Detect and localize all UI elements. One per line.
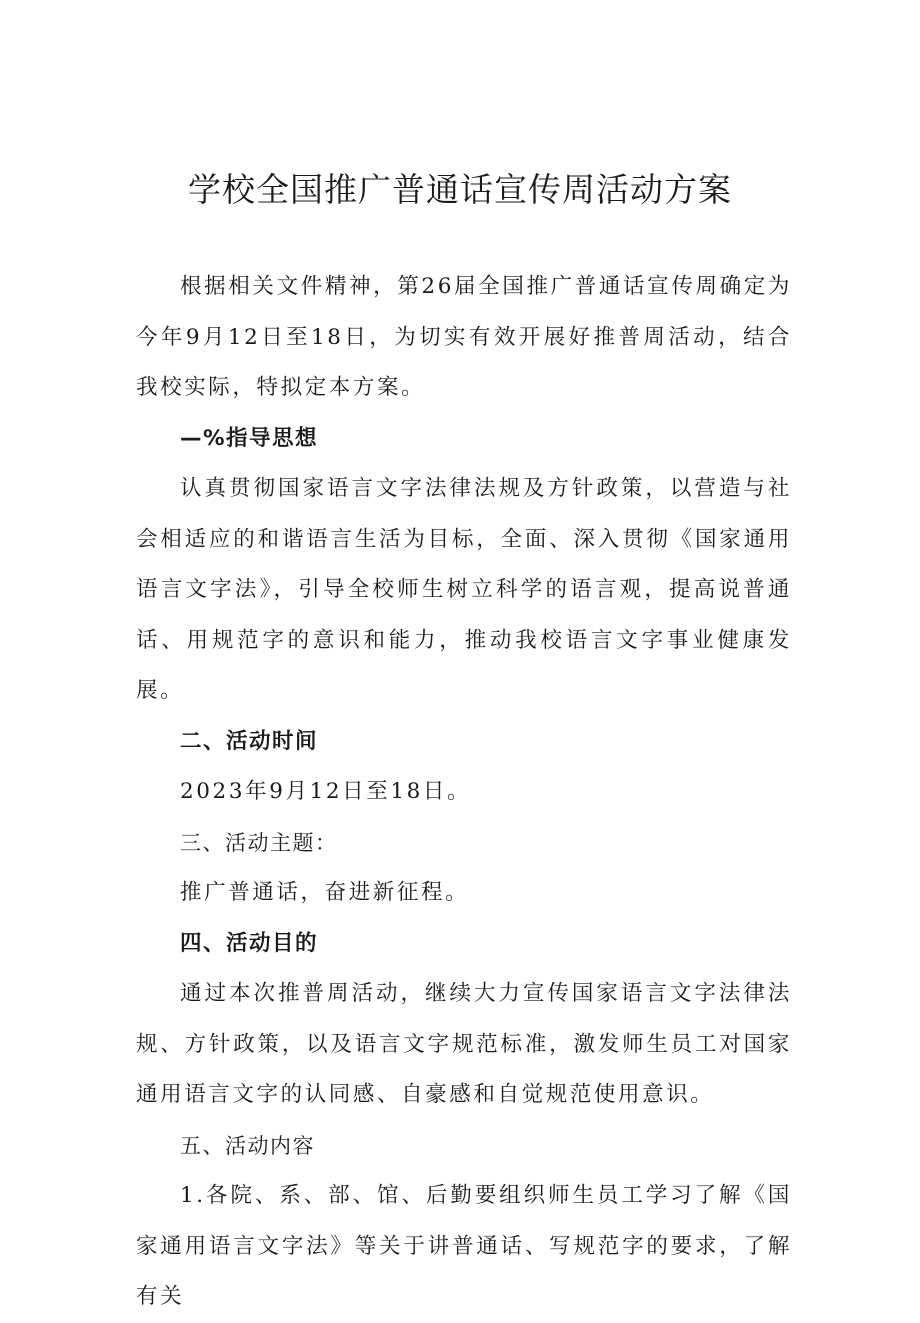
section-heading-activity-purpose: 四、活动目的 (180, 930, 319, 956)
section-body-guiding-ideology: 认真贯彻国家语言文字法律法规及方针政策，以营造与社会相适应的和谐语言生活为目标，全面、深入贯彻《国家通用语言文字法》，引导全校师生树立科学的语言观，提高说普通话、用规范字的意识和能力，推动我校语言文字事业健康发展。 (136, 476, 792, 703)
section-body-activity-theme: 推广普通话，奋进新征程。 (180, 880, 470, 905)
section-heading-activity-content: 五、活动内容 (180, 1133, 315, 1158)
section-body-activity-purpose: 通过本次推普周活动，继续大力宣传国家语言文字法律法规、方针政策，以及语言文字规范标准，激发师生员工对国家通用语言文字的认同感、自豪感和自觉规范使用意识。 (136, 981, 792, 1107)
section-body-activity-time: 2023年9月12日至18日。 (180, 779, 472, 804)
section-heading-guiding-ideology: —%指导思想 (180, 425, 319, 451)
intro-paragraph: 根据相关文件精神，第26届全国推广普通话宣传周确定为今年9月12日至18日，为切实有效开展好推普周活动，结合我校实际，特拟定本方案。 (136, 274, 792, 400)
document-title: 学校全国推广普通话宣传周活动方案 (188, 170, 732, 209)
document-body (136, 262, 792, 1323)
section-heading-activity-theme: 三、活动主题： (180, 830, 338, 855)
section-body-activity-content: 1.各院、系、部、馆、后勤要组织师生员工学习了解《国家通用语言文字法》等关于讲普通话、写规范字的要求，了解有关 (136, 1183, 792, 1309)
section-heading-activity-time: 二、活动时间 (180, 728, 319, 754)
